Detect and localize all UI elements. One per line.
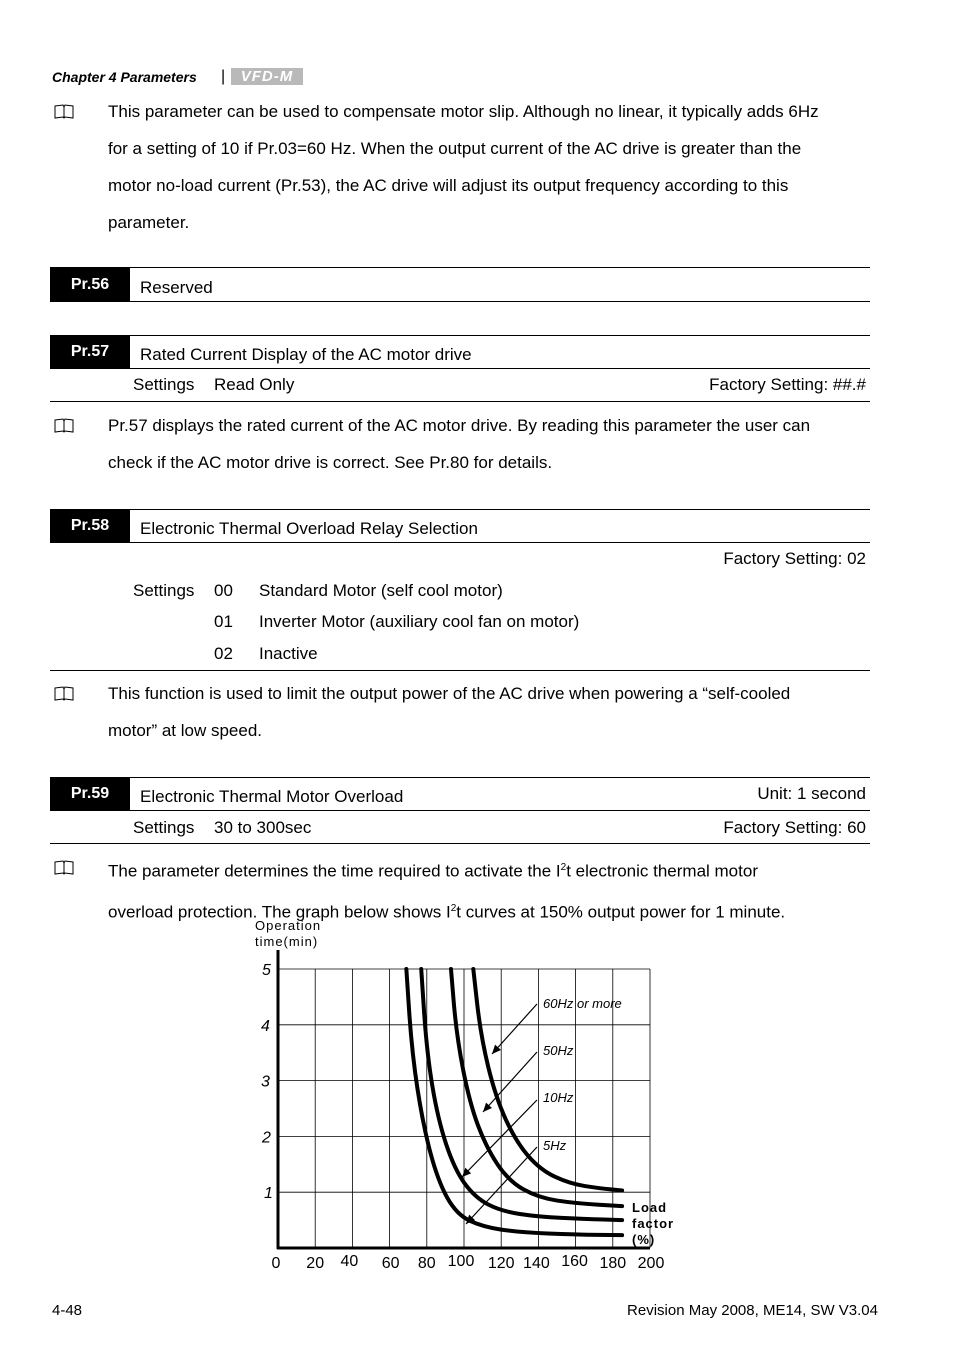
pr59-top-rule — [50, 777, 870, 778]
pr59-bottom-rule — [50, 843, 870, 844]
series-label: 10Hz — [543, 1090, 574, 1105]
pr58-factory-setting: Factory Setting: 02 — [723, 549, 866, 568]
pr58-note — [108, 675, 883, 749]
pr59-settings-label: Settings — [133, 818, 195, 837]
x-tick-label: 60 — [381, 1255, 400, 1272]
pr57-settings-label: Settings — [133, 375, 195, 394]
pr57-note-line: Pr.57 displays the rated current of the AC motor drive. By reading this parameter the user can — [108, 416, 811, 435]
chapter-title: Chapter 4 Parameters — [52, 69, 197, 85]
pr58-option-text: Inverter Motor (auxiliary cool fan on motor) — [259, 612, 580, 631]
pr57-note-line: check if the AC motor drive is correct. See Pr.80 for details. — [108, 453, 553, 472]
superscript: 2 — [450, 902, 457, 914]
header-separator: | — [221, 68, 226, 85]
vfd-m-logo: VFD-M — [231, 68, 303, 85]
x-tick-label: 160 — [561, 1253, 588, 1270]
x-tick-label: 20 — [306, 1255, 325, 1272]
pr58-mid-rule — [50, 542, 870, 543]
note-text: overload protection. The graph below shows I — [108, 902, 451, 922]
pointer-line — [492, 1004, 537, 1054]
series-label: 50Hz — [543, 1043, 574, 1058]
superscript: 2 — [560, 862, 567, 873]
pr56-title: Reserved — [140, 278, 213, 297]
intro-line: parameter. — [108, 213, 190, 232]
pr58-option-code: 00 — [214, 581, 233, 600]
book-icon — [54, 104, 74, 119]
pr58-option-text: Inactive — [259, 644, 318, 663]
x-tick-label: 40 — [340, 1253, 359, 1270]
x-tick-label: 140 — [523, 1255, 550, 1272]
intro-line: This parameter can be used to compensate motor slip. Although no linear, it typically adds 6Hz — [108, 102, 819, 121]
pr56-bottom-rule — [50, 301, 870, 302]
x-tick-label: 0 — [271, 1255, 281, 1272]
revision-info: Revision May 2008, ME14, SW V3.04 — [627, 1302, 878, 1319]
pr59-title: Electronic Thermal Motor Overload — [140, 787, 404, 806]
intro-paragraph — [108, 93, 883, 241]
pr58-note-line: This function is used to limit the output power of the AC drive when powering a “self-cooled — [108, 684, 791, 703]
pr59-unit: Unit: 1 second — [757, 784, 866, 803]
pr58-option-text: Standard Motor (self cool motor) — [259, 581, 503, 600]
note-text: t electronic thermal motor — [566, 861, 758, 881]
x-tick-label: 120 — [487, 1255, 515, 1272]
y-tick-label: 1 — [264, 1185, 273, 1203]
book-icon — [54, 418, 74, 433]
pr56-tag: Pr.56 — [50, 268, 130, 301]
pr57-factory-setting: Factory Setting: ##.# — [709, 375, 866, 394]
pr57-note — [108, 407, 883, 481]
i2t-curve-chart — [240, 912, 690, 1282]
pr56-top-rule — [50, 267, 870, 268]
pr59-mid-rule — [50, 810, 870, 811]
pr57-settings-value: Read Only — [214, 375, 295, 394]
pr57-title: Rated Current Display of the AC motor drive — [140, 345, 472, 364]
pr58-option-code: 02 — [214, 644, 233, 663]
pr57-top-rule — [50, 335, 870, 336]
pr59-factory-setting: Factory Setting: 60 — [723, 818, 866, 837]
pr58-settings-label: Settings — [133, 581, 195, 600]
series-label: 5Hz — [543, 1138, 567, 1153]
note-text: t curves at 150% output power for 1 minute. — [456, 902, 786, 922]
pr57-tag: Pr.57 — [50, 335, 130, 368]
book-icon — [54, 860, 74, 875]
pr59-tag: Pr.59 — [50, 777, 130, 810]
intro-line: motor no-load current (Pr.53), the AC drive will adjust its output frequency according to this — [108, 176, 789, 195]
pr58-bottom-rule — [50, 670, 870, 671]
x-tick-label: 180 — [599, 1255, 627, 1272]
y-axis-label: time(min) — [255, 934, 319, 949]
pr57-bottom-rule — [50, 401, 870, 402]
y-tick-label: 5 — [262, 962, 271, 979]
y-tick-label: 2 — [262, 1129, 271, 1147]
x-axis-label: (%) — [632, 1232, 656, 1247]
pr57-mid-rule — [50, 368, 870, 369]
pr58-option-code: 01 — [214, 612, 233, 631]
note-text: The parameter determines the time required to activate the I — [108, 861, 561, 881]
page-number: 4-48 — [52, 1302, 83, 1319]
x-axis-label: Load — [632, 1200, 668, 1215]
book-icon — [54, 686, 74, 701]
pr58-top-rule — [50, 509, 870, 510]
x-tick-label: 100 — [447, 1253, 475, 1270]
y-axis-label: Operation — [255, 918, 322, 933]
pr58-note-line: motor” at low speed. — [108, 721, 263, 740]
y-tick-label: 4 — [261, 1017, 270, 1035]
pr59-settings-value: 30 to 300sec — [214, 818, 312, 837]
series-label: 60Hz or more — [543, 996, 622, 1011]
intro-line: for a setting of 10 if Pr.03=60 Hz. When the output current of the AC drive is greater than the — [108, 139, 802, 158]
x-tick-label: 80 — [417, 1255, 436, 1272]
x-axis-label: factor — [632, 1216, 675, 1231]
x-tick-label: 200 — [637, 1255, 665, 1272]
pr58-title: Electronic Thermal Overload Relay Selection — [140, 519, 478, 538]
y-tick-label: 3 — [261, 1073, 270, 1091]
pr58-tag: Pr.58 — [50, 509, 130, 542]
pr59-note-line — [108, 849, 883, 890]
